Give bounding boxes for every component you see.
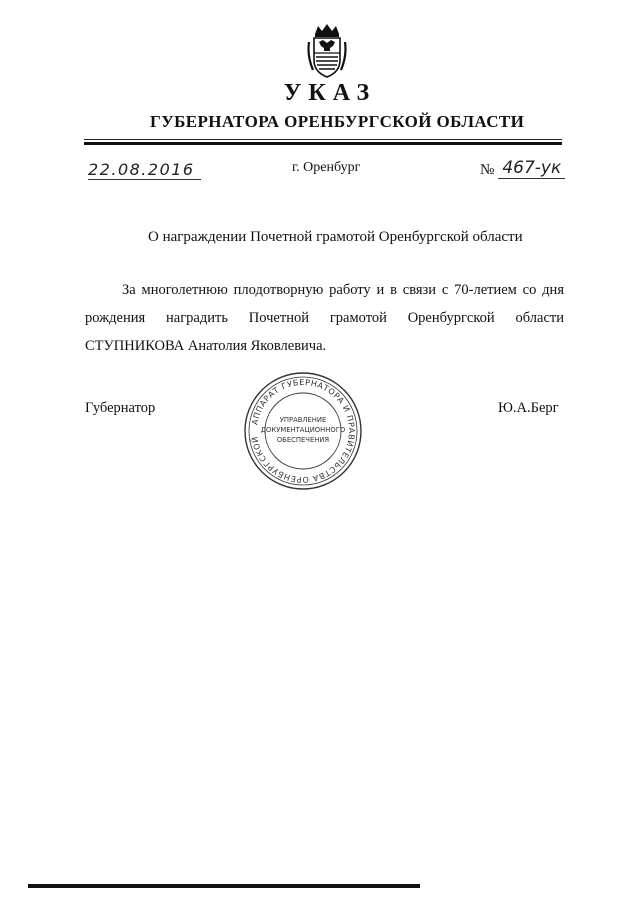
signatory-name: Ю.А.Берг [498, 400, 559, 416]
number-sign: № [480, 162, 495, 178]
signatory-position: Губернатор [85, 400, 156, 416]
round-seal-icon [242, 370, 364, 492]
document-heading: О награждении Почетной грамотой Оренбургской области [148, 229, 523, 245]
emblem [306, 22, 348, 80]
document-type-title: УКАЗ [283, 80, 377, 106]
issuer-title: ГУБЕРНАТОРА ОРЕНБУРГСКОЙ ОБЛАСТИ [150, 112, 525, 131]
document-body-paragraph [85, 276, 564, 360]
document-date: 22.08.2016 [88, 160, 201, 180]
header-rule-thin [84, 139, 562, 140]
paragraph-text: За многолетнюю плодотворную работу и в связи с 70-летием со дня рождения наградить Почетной грамотой Оренбургской области СТУПНИКОВА Анатолия Яковлевича. [85, 282, 564, 354]
page-bottom-rule [28, 884, 420, 888]
document-city: г. Оренбург [292, 160, 361, 175]
stamp-line-2: ДОКУМЕНТАЦИОННОГО [260, 426, 346, 434]
document-number-block [480, 158, 565, 179]
document-number: 467-ук [498, 158, 565, 179]
stamp-ring-text: АППАРАТ ГУБЕРНАТОРА И ПРАВИТЕЛЬСТВА ОРЕНБУРГСКОЙ [250, 377, 357, 485]
official-stamp [242, 370, 364, 492]
stamp-line-1: УПРАВЛЕНИЕ [279, 416, 327, 424]
header-rule-thick [84, 142, 562, 145]
orenburg-coat-of-arms-icon [306, 22, 348, 80]
stamp-line-3: ОБЕСПЕЧЕНИЯ [276, 436, 330, 444]
